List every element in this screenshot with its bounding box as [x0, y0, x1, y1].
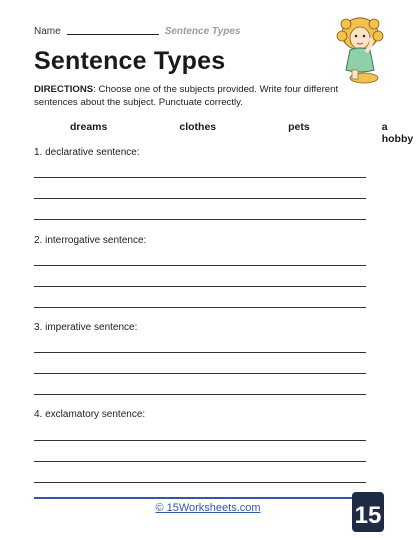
name-row — [34, 26, 240, 37]
answer-line[interactable] — [34, 482, 366, 483]
answer-line[interactable] — [34, 373, 366, 374]
worksheets-logo-badge — [352, 492, 384, 532]
section-label-imperative: 3. imperative sentence: — [34, 322, 138, 333]
answer-line[interactable] — [34, 440, 366, 441]
answer-line[interactable] — [34, 394, 366, 395]
answer-line[interactable] — [34, 219, 366, 220]
badge-number: 15 — [354, 502, 382, 529]
answer-line[interactable] — [34, 198, 366, 199]
subject-item: clothes — [179, 121, 217, 133]
footer-divider — [34, 497, 352, 499]
answer-line[interactable] — [34, 461, 366, 462]
subject-list — [34, 121, 414, 145]
directions-lead: DIRECTIONS — [34, 84, 94, 95]
answer-line[interactable] — [34, 177, 366, 178]
girl-thinking-illustration — [330, 12, 390, 86]
answer-line[interactable] — [34, 307, 366, 308]
answer-line[interactable] — [34, 265, 366, 266]
worksheet-tag: Sentence Types — [164, 26, 241, 37]
directions-text: : Choose one of the subjects provided. Write four different sentences about the subject. Punctuate correctly. — [34, 84, 339, 108]
section-label-declarative: 1. declarative sentence: — [34, 147, 140, 158]
subject-item: dreams — [70, 121, 108, 133]
page-title: Sentence Types — [34, 47, 226, 75]
section-label-exclamatory: 4. exclamatory sentence: — [34, 409, 146, 420]
subject-item: a hobby — [381, 121, 414, 145]
name-blank-line[interactable] — [67, 34, 159, 35]
copyright-link[interactable]: © 15Worksheets.com — [155, 502, 261, 514]
subject-item: pets — [288, 121, 310, 133]
section-label-interrogative: 2. interrogative sentence: — [34, 235, 147, 246]
answer-line[interactable] — [34, 286, 366, 287]
name-label: Name — [34, 26, 61, 37]
answer-line[interactable] — [34, 352, 366, 353]
directions — [34, 83, 374, 109]
